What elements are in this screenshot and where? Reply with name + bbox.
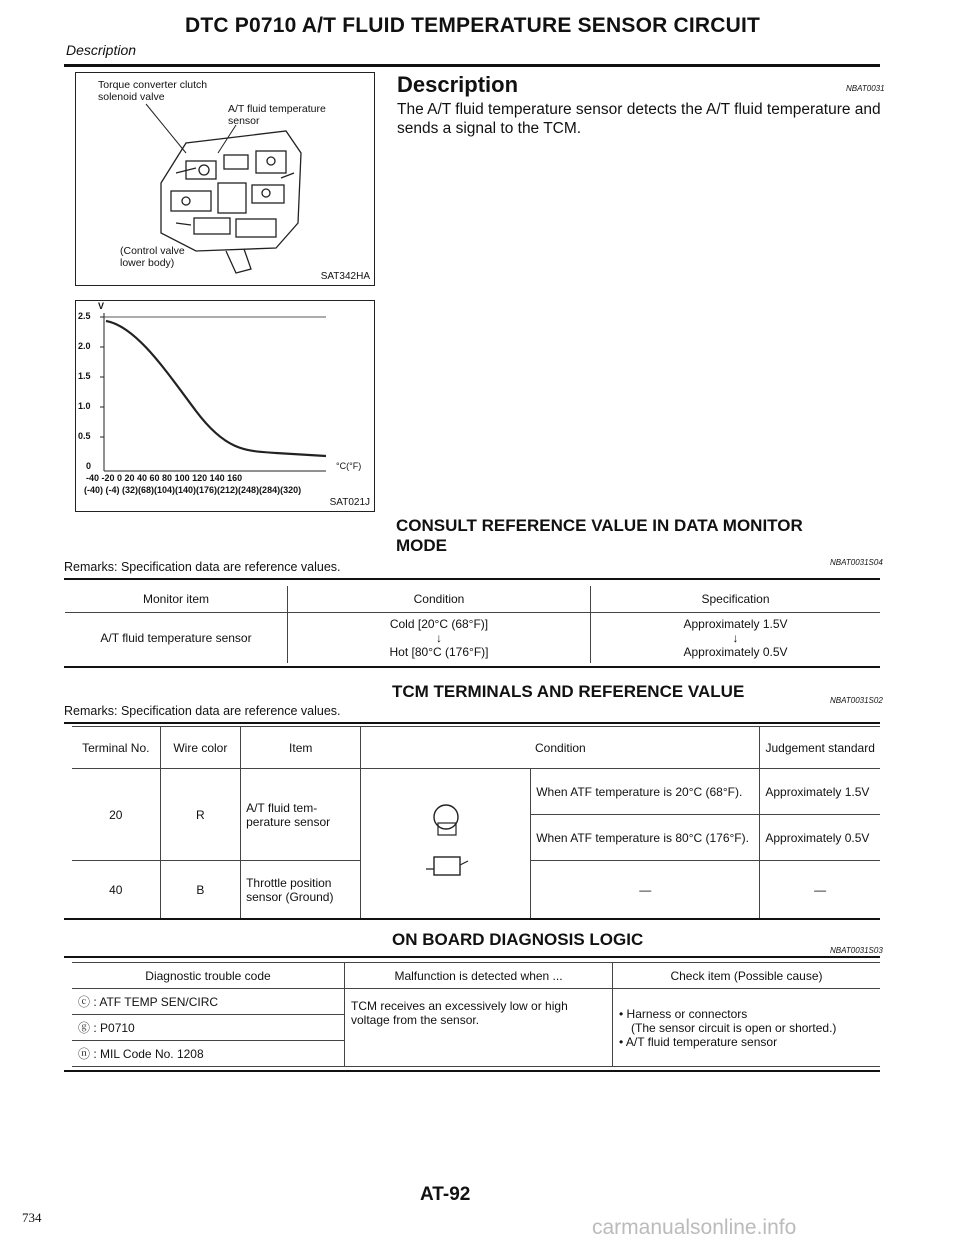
down-arrow: ↓ xyxy=(436,631,442,645)
down-arrow: ↓ xyxy=(732,631,739,645)
item-cell: A/T fluid tem- perature sensor xyxy=(241,769,361,861)
table-row xyxy=(72,769,880,815)
y-tick-label: 2.5 xyxy=(78,311,91,321)
malfunction-cell: TCM receives an excessively low or high voltage from the sensor. xyxy=(345,989,613,1067)
condition-a: When ATF temperature is 20°C (68°F). xyxy=(531,769,760,815)
check-item-text: A/T fluid temperature sensor xyxy=(625,1034,778,1049)
spec-cold: Approximately 1.5V xyxy=(683,617,788,631)
col-header: Condition xyxy=(288,586,591,613)
description-tag: NBAT0031 xyxy=(846,84,885,93)
condition-cell: — xyxy=(531,861,760,919)
judge-cell: — xyxy=(760,861,880,919)
y-tick-label: 1.0 xyxy=(78,401,91,411)
wire-color: B xyxy=(160,861,240,919)
check-cell xyxy=(613,989,881,1067)
col-header: Wire color xyxy=(160,727,240,769)
tcm-tag: NBAT0031S02 xyxy=(830,696,883,705)
check-item-note: (The sensor circuit is open or shorted.) xyxy=(631,1020,837,1035)
terminal-no: 40 xyxy=(72,861,160,919)
label-solenoid: solenoid valve xyxy=(98,91,165,103)
label-lower: lower body) xyxy=(120,257,175,269)
obd-table xyxy=(72,962,880,1067)
dtc-cell xyxy=(72,989,345,1015)
header-rule xyxy=(64,64,880,67)
page-title: DTC P0710 A/T FLUID TEMPERATURE SENSOR CIRCUIT xyxy=(185,14,761,37)
no-tools-icon: ⓝ xyxy=(78,1047,91,1061)
consult-heading: CONSULT REFERENCE VALUE IN DATA MONITOR xyxy=(396,516,803,535)
col-header: Item xyxy=(241,727,361,769)
tcm-heading: TCM TERMINALS AND REFERENCE VALUE xyxy=(392,682,745,701)
dtc-mil: : MIL Code No. 1208 xyxy=(93,1047,204,1061)
check-item: • Harness or connectors xyxy=(619,1006,748,1021)
page-number: 734 xyxy=(22,1210,42,1225)
obd-rule xyxy=(64,956,880,958)
label-clutch: Torque converter clutch xyxy=(98,79,208,91)
condition-cold: Cold [20°C (68°F)] xyxy=(389,617,489,631)
y-tick-label: 0.5 xyxy=(78,431,91,441)
col-header: Judgement standard xyxy=(760,727,880,769)
dtc-cell xyxy=(72,1041,345,1067)
col-header: Check item (Possible cause) xyxy=(613,963,881,989)
table-row xyxy=(65,613,880,664)
figure1-code: SAT342HA xyxy=(320,271,370,282)
consult-table xyxy=(65,586,880,663)
col-header: Monitor item xyxy=(65,586,288,613)
col-header: Terminal No. xyxy=(72,727,160,769)
tcm-rule xyxy=(64,722,880,724)
label-sensor: A/T fluid temperature xyxy=(228,103,326,115)
y-tick-label: 0 xyxy=(86,461,92,471)
y-tick-label: 1.5 xyxy=(78,371,91,381)
judge-b: Approximately 0.5V xyxy=(760,815,880,861)
voltage-temperature-graph xyxy=(75,300,375,512)
consult-rule xyxy=(64,578,880,580)
page-code: AT-92 xyxy=(420,1184,471,1205)
condition-cell xyxy=(288,613,591,664)
page-subtitle: Description xyxy=(66,42,137,58)
figure2-code: SAT021J xyxy=(329,497,370,508)
ignition-icon-cell xyxy=(361,769,531,919)
consult-heading-2: MODE xyxy=(396,536,447,555)
judge-a: Approximately 1.5V xyxy=(760,769,880,815)
monitor-item: A/T fluid temperature sensor xyxy=(100,631,252,645)
dtc-consult: : ATF TEMP SEN/CIRC xyxy=(93,995,219,1009)
spec-cell xyxy=(591,613,881,664)
y-unit-label: V xyxy=(98,301,105,311)
condition-hot: Hot [80°C (176°F)] xyxy=(389,645,489,659)
obd-tag: NBAT0031S03 xyxy=(830,946,883,955)
consult-tag: NBAT0031S04 xyxy=(830,558,883,567)
gst-icon: ⓖ xyxy=(78,1021,91,1035)
obd-heading: ON BOARD DIAGNOSIS LOGIC xyxy=(392,930,644,949)
consult-icon: ⓒ xyxy=(78,995,91,1009)
col-header: Specification xyxy=(591,586,881,613)
tcm-remark: Remarks: Specification data are reference values. xyxy=(64,704,341,718)
x-tick-labels-f: (-40) (-4) (32)(68)(104)(140)(176)(212)(248)(284)(320) xyxy=(84,485,302,495)
label-sensor-2: sensor xyxy=(228,115,260,127)
dtc-gst: : P0710 xyxy=(93,1021,135,1035)
wire-color: R xyxy=(160,769,240,861)
col-header: Diagnostic trouble code xyxy=(72,963,345,989)
tcm-bottom-rule xyxy=(64,918,880,920)
dtc-cell xyxy=(72,1015,345,1041)
ignition-switch-icon xyxy=(416,787,476,897)
tcm-table xyxy=(72,726,880,919)
label-control: (Control valve xyxy=(120,245,185,257)
spec-hot: Approximately 0.5V xyxy=(683,645,788,659)
obd-bottom-rule xyxy=(64,1070,880,1072)
check-item-text: Harness or connectors xyxy=(626,1006,748,1021)
item-cell: Throttle position sensor (Ground) xyxy=(241,861,361,919)
watermark: carmanualsonline.info xyxy=(592,1216,797,1239)
control-valve-figure xyxy=(75,72,375,286)
consult-bottom-rule xyxy=(64,666,880,668)
table-row xyxy=(72,989,880,1015)
col-header: Malfunction is detected when ... xyxy=(345,963,613,989)
terminal-no: 20 xyxy=(72,769,160,861)
condition-b: When ATF temperature is 80°C (176°F). xyxy=(531,815,760,861)
consult-remark: Remarks: Specification data are reference values. xyxy=(64,560,341,574)
description-heading: Description xyxy=(397,72,519,97)
x-tick-labels: -40 -20 0 20 40 60 80 100 120 140 160 xyxy=(86,473,243,483)
description-text: The A/T fluid temperature sensor detects the A/T fluid temperature and sends a signal to the TCM. xyxy=(397,101,881,137)
x-unit-label: °C(°F) xyxy=(336,461,362,471)
check-item: • A/T fluid temperature sensor xyxy=(619,1034,778,1049)
y-tick-label: 2.0 xyxy=(78,341,91,351)
col-header: Condition xyxy=(361,727,760,769)
